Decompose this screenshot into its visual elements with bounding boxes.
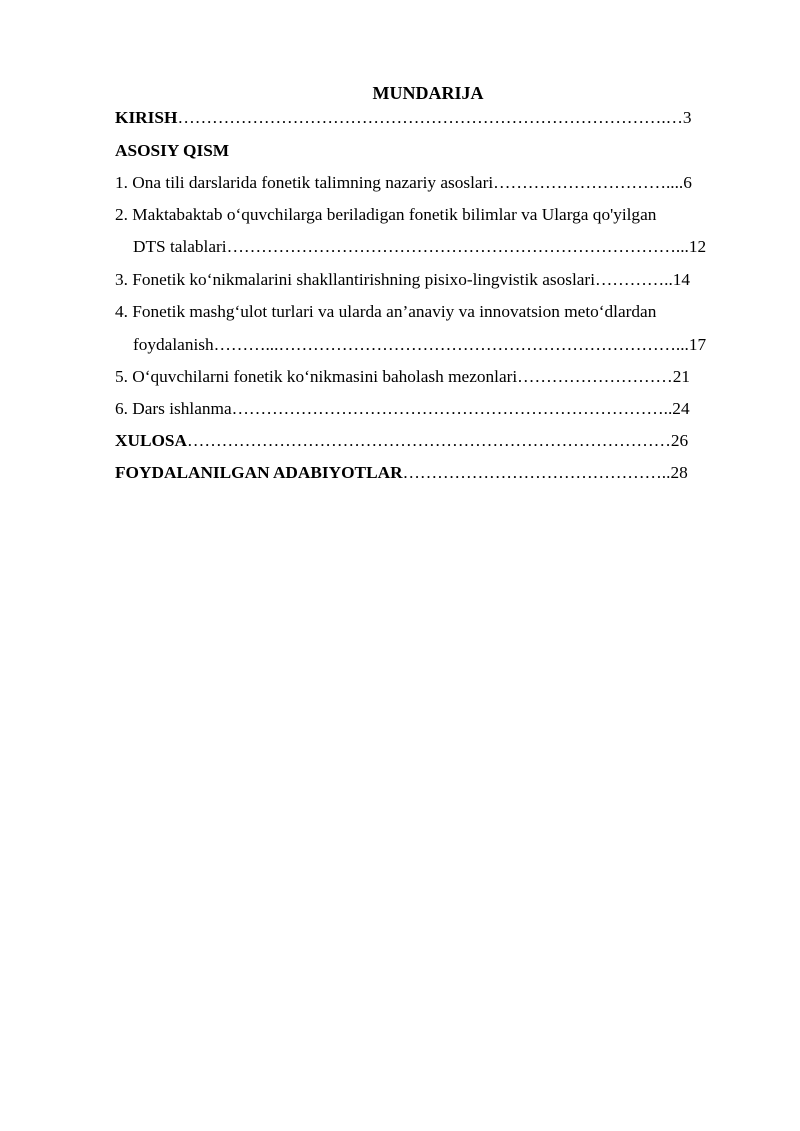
toc-entry-leader: ………...……………………………………………………………...17 — [213, 335, 707, 354]
toc-entry-text: 5. O‘quvchilarni fonetik ko‘nikmasini baholash mezonlari — [115, 367, 518, 386]
toc-line-adabiyotlar — [115, 463, 688, 483]
toc-line-2 — [115, 205, 656, 225]
toc-line-2-cont — [133, 237, 706, 257]
toc-line-1 — [115, 173, 692, 193]
toc-entry-leader: ………………………21 — [517, 367, 690, 386]
toc-line-5 — [115, 367, 690, 387]
toc-line-xulosa — [115, 431, 688, 451]
toc-entry-leader: …………………………....6 — [493, 173, 692, 192]
toc-entry-text: XULOSA — [115, 431, 188, 450]
toc-entry-text: KIRISH — [115, 108, 178, 127]
toc-entry-text: 3. Fonetik ko‘nikmalarini shakllantirishning pisixo-lingvistik asoslari — [115, 270, 595, 289]
toc-entry-leader: ………………………………………..28 — [402, 463, 688, 482]
toc-line-4 — [115, 302, 656, 322]
toc-entry-text: 2. Maktabaktab o‘quvchilarga beriladigan fonetik bilimlar va Ularga qo'yilgan — [115, 205, 657, 224]
toc-line-6 — [115, 399, 690, 419]
toc-entry-text: 4. Fonetik mashg‘ulot turlari va ularda an’anaviy va innovatsion meto‘dlardan — [115, 302, 657, 321]
toc-entry-text: foydalanish — [133, 335, 214, 354]
toc-line-3 — [115, 270, 690, 290]
toc-entry-leader: …………………………………………………………………………26 — [187, 431, 689, 450]
toc-entry-leader: ………………………………………………………………………….…3 — [177, 108, 692, 127]
toc-entry-leader: …………………………………………………………………..24 — [231, 399, 690, 418]
toc-entry-text: DTS talablari — [133, 237, 227, 256]
toc-entry-leader: ……………………………………………………………………...12 — [226, 237, 707, 256]
toc-entry-leader: …………..14 — [595, 270, 691, 289]
toc-line-kirish — [115, 108, 692, 128]
toc-line-4-cont — [133, 335, 706, 355]
toc-title: MUNDARIJA — [372, 83, 484, 103]
toc-entry-text: ASOSIY QISM — [115, 141, 230, 160]
toc-entry-text: FOYDALANILGAN ADABIYOTLAR — [115, 463, 403, 482]
toc-heading-asosiy-qism — [115, 141, 229, 161]
toc-entry-text: 1. Ona tili darslarida fonetik talimning nazariy asoslari — [115, 173, 494, 192]
toc-entry-text: 6. Dars ishlanma — [115, 399, 232, 418]
